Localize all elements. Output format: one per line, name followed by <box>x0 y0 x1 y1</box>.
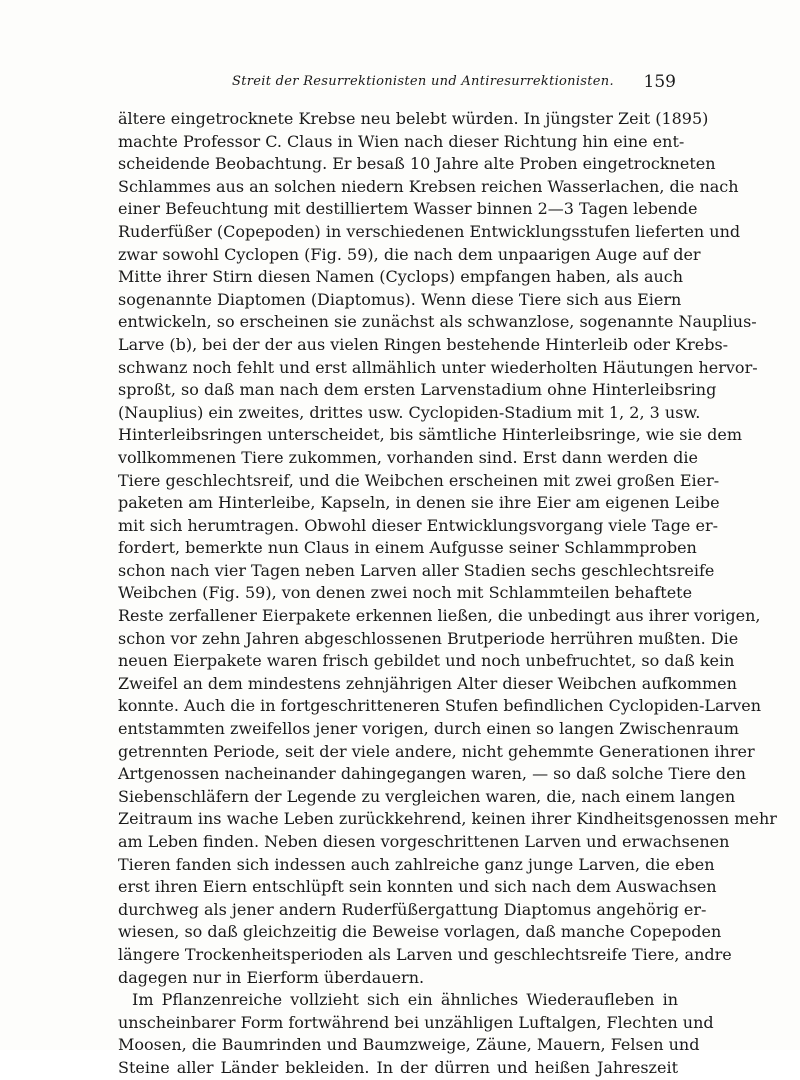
text-line: längere Trockenheitsperioden als Larven und geschlechtsreife Tiere, andre <box>118 944 732 964</box>
text-line: Hinterleibsringen unterscheidet, bis sämtliche Hinterleibsringe, wie sie dem <box>118 425 743 445</box>
text-line: einer Befeuchtung mit destilliertem Wasser binnen 2—3 Tagen lebende <box>118 199 698 219</box>
text-line: vollkommenen Tiere zukommen, vorhanden sind. Erst dann werden die <box>118 447 698 467</box>
text-line: Steine aller Länder bekleiden. In der dürren und heißen Jahreszeit <box>118 1057 678 1077</box>
text-line: erst ihren Eiern entschlüpft sein konnten und sich nach dem Auswachsen <box>118 877 717 897</box>
text-line: Siebenschläfern der Legende zu vergleichen waren, die, nach einem langen <box>118 786 736 806</box>
text-line: unscheinbarer Form fortwährend bei unzähligen Luftalgen, Flechten und <box>118 1012 714 1032</box>
text-line: Tiere geschlechtsreif, und die Weibchen erscheinen mit zwei großen Eier- <box>118 470 720 490</box>
text-line: Mitte ihrer Stirn diesen Namen (Cyclops) empfangen haben, als auch <box>118 267 684 287</box>
text-line: Zweifel an dem mindestens zehnjährigen Alter dieser Weibchen aufkommen <box>118 673 737 693</box>
text-line: zwar sowohl Cyclopen (Fig. 59), die nach dem unpaarigen Auge auf der <box>118 244 701 264</box>
text-line: entstammten zweifellos jener vorigen, durch einen so langen Zwischenraum <box>118 719 739 739</box>
text-line: getrennten Periode, seit der viele andere, nicht gehemmte Generationen ihrer <box>118 741 755 761</box>
header-title: Streit der Resurrektionisten und Antiresurrektionisten. <box>232 74 614 89</box>
text-line: Artgenossen nacheinander dahingegangen waren, — so daß solche Tiere den <box>118 764 746 784</box>
text-line: sproßt, so daß man nach dem ersten Larvenstadium ohne Hinterleibsring <box>118 380 717 400</box>
text-line: Zeitraum ins wache Leben zurückkehrend, keinen ihrer Kindheitsgenossen mehr <box>118 809 777 829</box>
text-line: Weibchen (Fig. 59), von denen zwei noch mit Schlammteilen behaftete <box>118 583 693 603</box>
paragraph <box>118 989 714 1079</box>
text-line: sogenannte Diaptomen (Diaptomus). Wenn diese Tiere sich aus Eiern <box>118 289 682 309</box>
text-line: machte Professor C. Claus in Wien nach dieser Richtung hin eine ent- <box>118 131 685 151</box>
text-line: Larve (b), bei der der aus vielen Ringen bestehende Hinterleib oder Krebs- <box>118 334 729 354</box>
text-line: paketen am Hinterleibe, Kapseln, in denen sie ihre Eier am eigenen Leibe <box>118 493 720 513</box>
body-text <box>118 108 777 1080</box>
text-line: Tieren fanden sich indessen auch zahlreiche ganz junge Larven, die eben <box>118 854 715 874</box>
text-line: ältere eingetrocknete Krebse neu belebt würden. In jüngster Zeit (1895) <box>118 109 709 128</box>
text-line: konnte. Auch die in fortgeschritteneren Stufen befindlichen Cyclopiden-Larven <box>118 696 761 716</box>
text-line: durchweg als jener andern Ruderfüßergattung Diaptomus angehörig er- <box>118 899 707 919</box>
text-line: (Nauplius) ein zweites, drittes usw. Cyclopiden-Stadium mit 1, 2, 3 usw. <box>118 402 701 422</box>
running-head <box>120 72 676 98</box>
text-line: Im Pflanzenreiche vollzieht sich ein ähnliches Wiederaufleben in <box>132 990 678 1010</box>
text-line: dagegen nur in Eierform überdauern. <box>118 967 425 987</box>
text-line: Ruderfüßer (Copepoden) in verschiedenen Entwicklungsstufen lieferten und <box>118 221 741 241</box>
text-line: Moosen, die Baumrinden und Baumzweige, Zäune, Mauern, Felsen und <box>118 1035 700 1055</box>
text-line: fordert, bemerkte nun Claus in einem Aufgusse seiner Schlammproben <box>118 538 697 558</box>
text-line: mit sich herumtragen. Obwohl dieser Entwicklungsvorgang viele Tage er- <box>118 515 719 535</box>
page-number: 159 <box>643 72 676 92</box>
text-line: scheidende Beobachtung. Er besaß 10 Jahre alte Proben eingetrockneten <box>118 154 716 174</box>
paragraph <box>118 108 777 989</box>
text-line: wiesen, so daß gleichzeitig die Beweise vorlagen, daß manche Copepoden <box>118 922 722 942</box>
text-line: schon vor zehn Jahren abgeschlossenen Brutperiode herrühren mußten. Die <box>118 628 739 648</box>
text-line: entwickeln, so erscheinen sie zunächst als schwanzlose, sogenannte Nauplius- <box>118 312 757 332</box>
text-line: am Leben finden. Neben diesen vorgeschrittenen Larven und erwachsenen <box>118 832 730 851</box>
text-line: schwanz noch fehlt und erst allmählich unter wiederholten Häutungen hervor- <box>118 357 758 377</box>
text-line: neuen Eierpakete waren frisch gebildet und noch unbefruchtet, so daß kein <box>118 651 735 671</box>
text-line: Reste zerfallener Eierpakete erkennen ließen, die unbedingt aus ihrer vorigen, <box>118 606 761 626</box>
text-line: Schlammes aus an solchen niedern Krebsen reichen Wasserlachen, die nach <box>118 176 739 196</box>
text-line: schon nach vier Tagen neben Larven aller Stadien sechs geschlechtsreife <box>118 560 715 580</box>
